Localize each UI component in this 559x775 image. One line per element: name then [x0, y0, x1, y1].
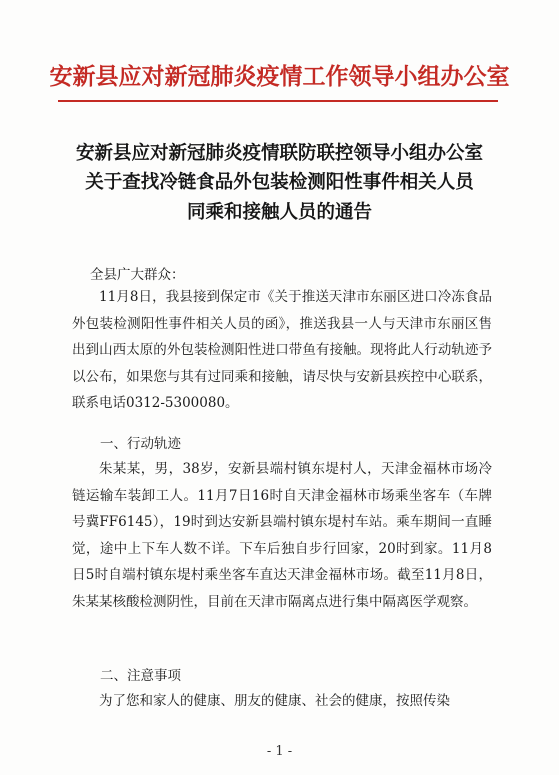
- letterhead-red-rule: [58, 100, 498, 102]
- notes-paragraph: 为了您和家人的健康、朋友的健康、社会的健康，按照传染: [99, 693, 450, 709]
- body-section-itinerary: [72, 456, 492, 615]
- section-heading-itinerary: 一、行动轨迹: [100, 436, 181, 452]
- page-number: - 1 -: [266, 744, 293, 759]
- intro-paragraph: 11月8日，我县接到保定市《关于推送天津市东丽区进口冷冻食品外包装检测阳性事件相关人员的函》，推送我县一人与天津市东丽区售出到山西太原的外包装检测阳性进口带鱼有接触。现将此人行动轨迹予以公布，如果您与其有过同乘和接触，请尽快与安新县疾控中心联系，联系电话0312-5300080。: [72, 289, 492, 411]
- section-heading-notes: 二、注意事项: [100, 668, 181, 684]
- letterhead-org-name: 安新县应对新冠肺炎疫情工作领导小组办公室: [49, 63, 510, 90]
- itinerary-paragraph: 朱某某，男，38岁，安新县端村镇东堤村人，天津金福林市场冷链运输车装卸工人。11月7日16时自天津金福林市场乘坐客车（车牌号冀FF6145），19时到达安新县端村镇东堤村车站。乘车期间一直睡觉，途中上下车人数不详。下车后独自步行回家，20时到家。11月8日5时自端村镇东堤村乘坐客车直达天津金福林市场。截至11月8日，朱某某核酸检测阴性，目前在天津市隔离点进行集中隔离医学观察。: [72, 461, 492, 610]
- notice-title-line-2: 关于查找冷链食品外包装检测阳性事件相关人员: [85, 172, 474, 193]
- notice-title-line-3: 同乘和接触人员的通告: [186, 202, 372, 223]
- body-section-notes: [72, 688, 492, 715]
- body-section-intro: [72, 284, 492, 417]
- greeting: 全县广大群众：: [90, 267, 185, 283]
- notice-title-line-1: 安新县应对新冠肺炎疫情联防联控领导小组办公室: [75, 143, 483, 164]
